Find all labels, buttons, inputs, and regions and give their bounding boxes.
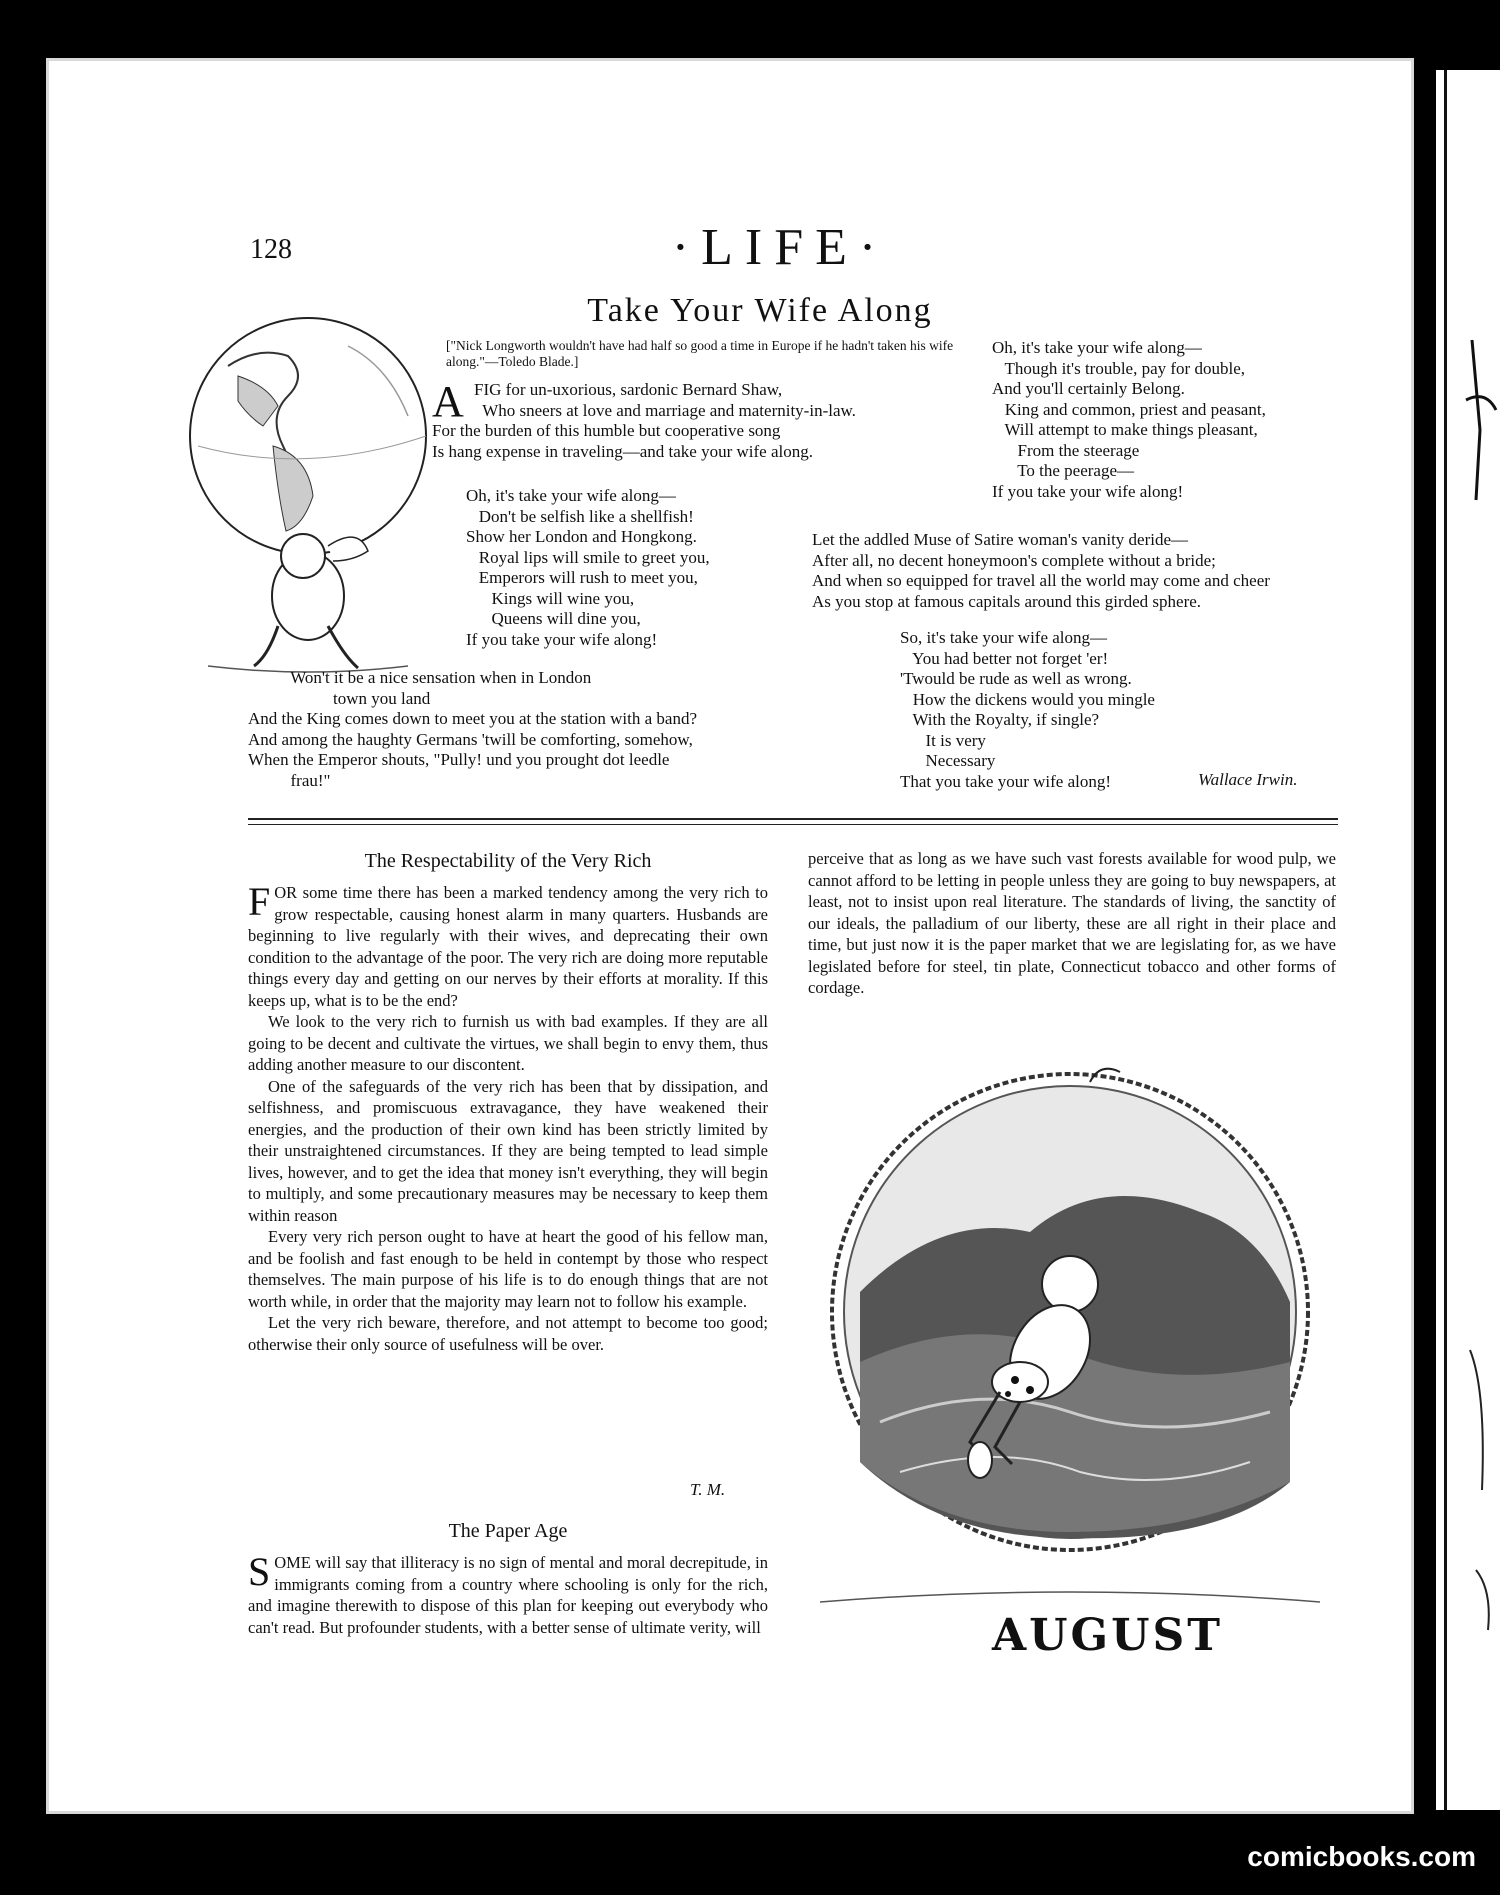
drop-cap-f: F <box>248 879 271 924</box>
article-paragraph: One of the safeguards of the very rich has been that by dissipation, and selfishness, and promiscuous extravagance, they have weakened their energies, and the production of their own kind has been strictly limited by their unstraightened circumstances. If they are being tempted to lead simple lives, however, and to get the idea that money isn't everything, they will begin to multiply, and some precautionary measures may be necessary to keep them within reason <box>248 1076 768 1225</box>
atlas-cherub-globe-illustration <box>168 306 448 691</box>
adjacent-page-edge <box>1436 70 1500 1810</box>
drop-cap-a: A <box>432 377 464 426</box>
masthead: ·LIFE· <box>671 219 889 276</box>
article-paragraph: OME will say that illiteracy is no sign of mental and moral decrepitude, in immigrants coming from a country where schooling is only for the rich, and imagine therewith to dispose of this plan for keeping out everybody who can't read. But profounder students, with a better sense of ultimate verity, will <box>248 1553 768 1637</box>
poem-stanza-refrain-2: Oh, it's take your wife along— Though it's trouble, pay for double, And you'll certainly Belong. King and common, priest and peasant, Will attempt to make things pleasant, From the steerage To the peerage— If you take your wife along! <box>992 338 1266 501</box>
poem-stanza-satire: Let the addled Muse of Satire woman's vanity deride— After all, no decent honeymoon's complete without a bride; And when so equipped for travel all the world may come and cheer As you stop at famous capitals around this girded sphere. <box>812 530 1270 611</box>
article-paragraph: We look to the very rich to furnish us with bad examples. If they are all going to be decent and cultivate the virtues, we shall begin to envy them, thus adding another measure to our discontent. <box>248 1012 768 1074</box>
poem-opening-stanza <box>432 377 952 462</box>
page-number: 128 <box>250 234 292 265</box>
article-paragraph: Every very rich person ought to have at heart the good of his fellow man, and be foolish and fast enough to be held in contempt by those who respect themselves. The main purpose of his life is to do enough things that are not worth while, in order that the majority may learn not to follow his example. <box>248 1227 768 1311</box>
poem-opening-text: FIG for un-uxorious, sardonic Bernard Shaw, Who sneers at love and marriage and maternity-in-law. For the burden of this humble but cooperative song Is hang expense in traveling—and take your wife along. <box>432 380 856 461</box>
poem-author: Wallace Irwin. <box>1198 770 1298 789</box>
article-paragraph: OR some time there has been a marked tendency among the very rich to grow respectable, causing honest alarm in many quarters. Husbands are beginning to live regularly with their wives, and deprecating their own condition to the advantage of the poor. The very rich are doing more reputable things every day and getting on our nerves by their efforts at morality. If this keeps up, what is to be the end? <box>248 883 768 1010</box>
article-body-respectability <box>248 879 768 1355</box>
poem-stanza-refrain-1: Oh, it's take your wife along— Don't be selfish like a shellfish! Show her London and Hongkong. Royal lips will smile to greet you, Emperors will rush to meet you, Kings will wine you, Queens will dine you, If you take your wife along! <box>466 486 710 649</box>
poem-stanza-london: Won't it be a nice sensation when in London town you land And the King comes down to meet you at the station with a band? And among the haughty Germans 'twill be comforting, somehow, When the Emperor shouts, "Pully! und you prought dot leedle frau!" <box>248 668 697 790</box>
section-divider-rule <box>248 818 1338 820</box>
article-body-paper-age-continued <box>808 848 1336 999</box>
article-signature: T. M. <box>690 1480 726 1499</box>
article-title-respectability: The Respectability of the Very Rich <box>364 850 652 872</box>
poem-epigraph: ["Nick Longworth wouldn't have had half so good a time in Europe if he hadn't taken his wife along."—Toledo Blade.] <box>446 338 954 369</box>
poem-title: Take Your Wife Along <box>587 292 933 329</box>
article-title-paper-age: The Paper Age <box>448 1520 568 1542</box>
article-body-paper-age <box>248 1549 768 1638</box>
illustration-caption-august: AUGUST <box>992 1610 1223 1661</box>
poem-stanza-refrain-3: So, it's take your wife along— You had better not forget 'er! 'Twould be rude as well as wrong. How the dickens would you mingle With the Royalty, if single? It is very Necessary That you take your wife along! <box>900 628 1155 791</box>
article-paragraph: Let the very rich beware, therefore, and not attempt to become too good; otherwise their only source of usefulness will be over. <box>248 1313 768 1354</box>
section-divider-rule-thin <box>248 824 1338 825</box>
article-paragraph: perceive that as long as we have such vast forests available for wood pulp, we cannot afford to be letting in people unless they are going to buy newspapers, at least, not to insist upon real literature. The standards of living, the sanctity of our ideals, the palladium of our liberty, these are all right in their place and time, but just now it is the paper market that we are legislating for, as we have legislated before for steel, tin plate, Connecticut tobacco and other forms of cordage. <box>808 849 1336 997</box>
watermark-logo[interactable]: comicbooks.com <box>1247 1841 1476 1872</box>
august-baby-illustration <box>820 1062 1320 1627</box>
drop-cap-s: S <box>248 1549 271 1594</box>
